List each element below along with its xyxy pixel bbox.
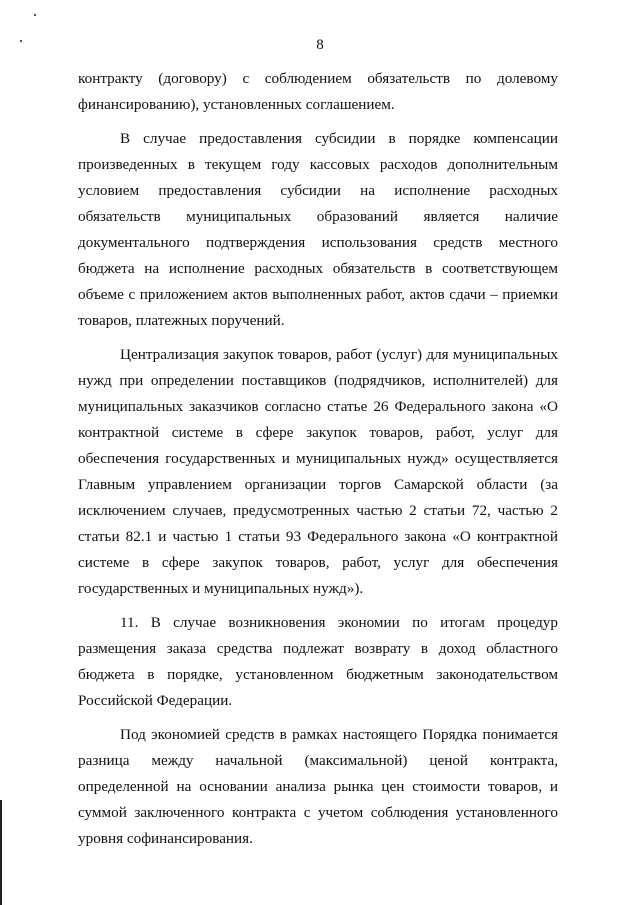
paragraph-savings-definition: Под экономией средств в рамках настоящего Порядка понимается разница между начальной (максимальной) ценой контракта, определенной на основании анализа рынка цен стоимости товаров, и суммой заключенного контракта с учетом соблюдения установленного уровня софинансирования. (78, 726, 558, 847)
paragraph-11-savings: 11. В случае возникновения экономии по итогам процедур размещения заказа средства подлежат возврату в доход областного бюджета в порядке, установленном бюджетным законодательством Российской Федерации. (78, 614, 558, 709)
paragraph-subsidy-compensation: В случае предоставления субсидии в порядке компенсации произведенных в текущем году кассовых расходов дополнительным условием предоставления субсидии на исполнение расходных обязательств муниципальных образований является наличие документального подтверждения использования средств местного бюджета на исполнение расходных обязательств в соответствующем объеме с приложением актов выполненных работ, актов сдачи – приемки товаров, платежных поручений. (78, 130, 558, 329)
paragraph-centralized-procurement: Централизация закупок товаров, работ (услуг) для муниципальных нужд при определении поставщиков (подрядчиков, исполнителей) для муниципальных заказчиков согласно статье 26 Федерального закона «О контрактной системе в сфере закупок товаров, работ, услуг для обеспечения государственных и муниципальных нужд» осуществляется Главным управлением организации торгов Самарской области (за исключением случаев, предусмотренных частью 2 статьи 72, частью 2 статьи 82.1 и частью 1 статьи 93 Федерального закона «О контрактной системе в сфере закупок товаров, работ, услуг для обеспечения государственных и муниципальных нужд»). (78, 346, 558, 597)
document-body (78, 66, 558, 852)
scan-edge (0, 800, 2, 905)
scan-artifact-dot (34, 14, 36, 16)
page-number: 8 (316, 37, 324, 53)
paragraph-continuation: контракту (договору) с соблюдением обязательств по долевому финансированию), установленных соглашением. (78, 70, 558, 113)
